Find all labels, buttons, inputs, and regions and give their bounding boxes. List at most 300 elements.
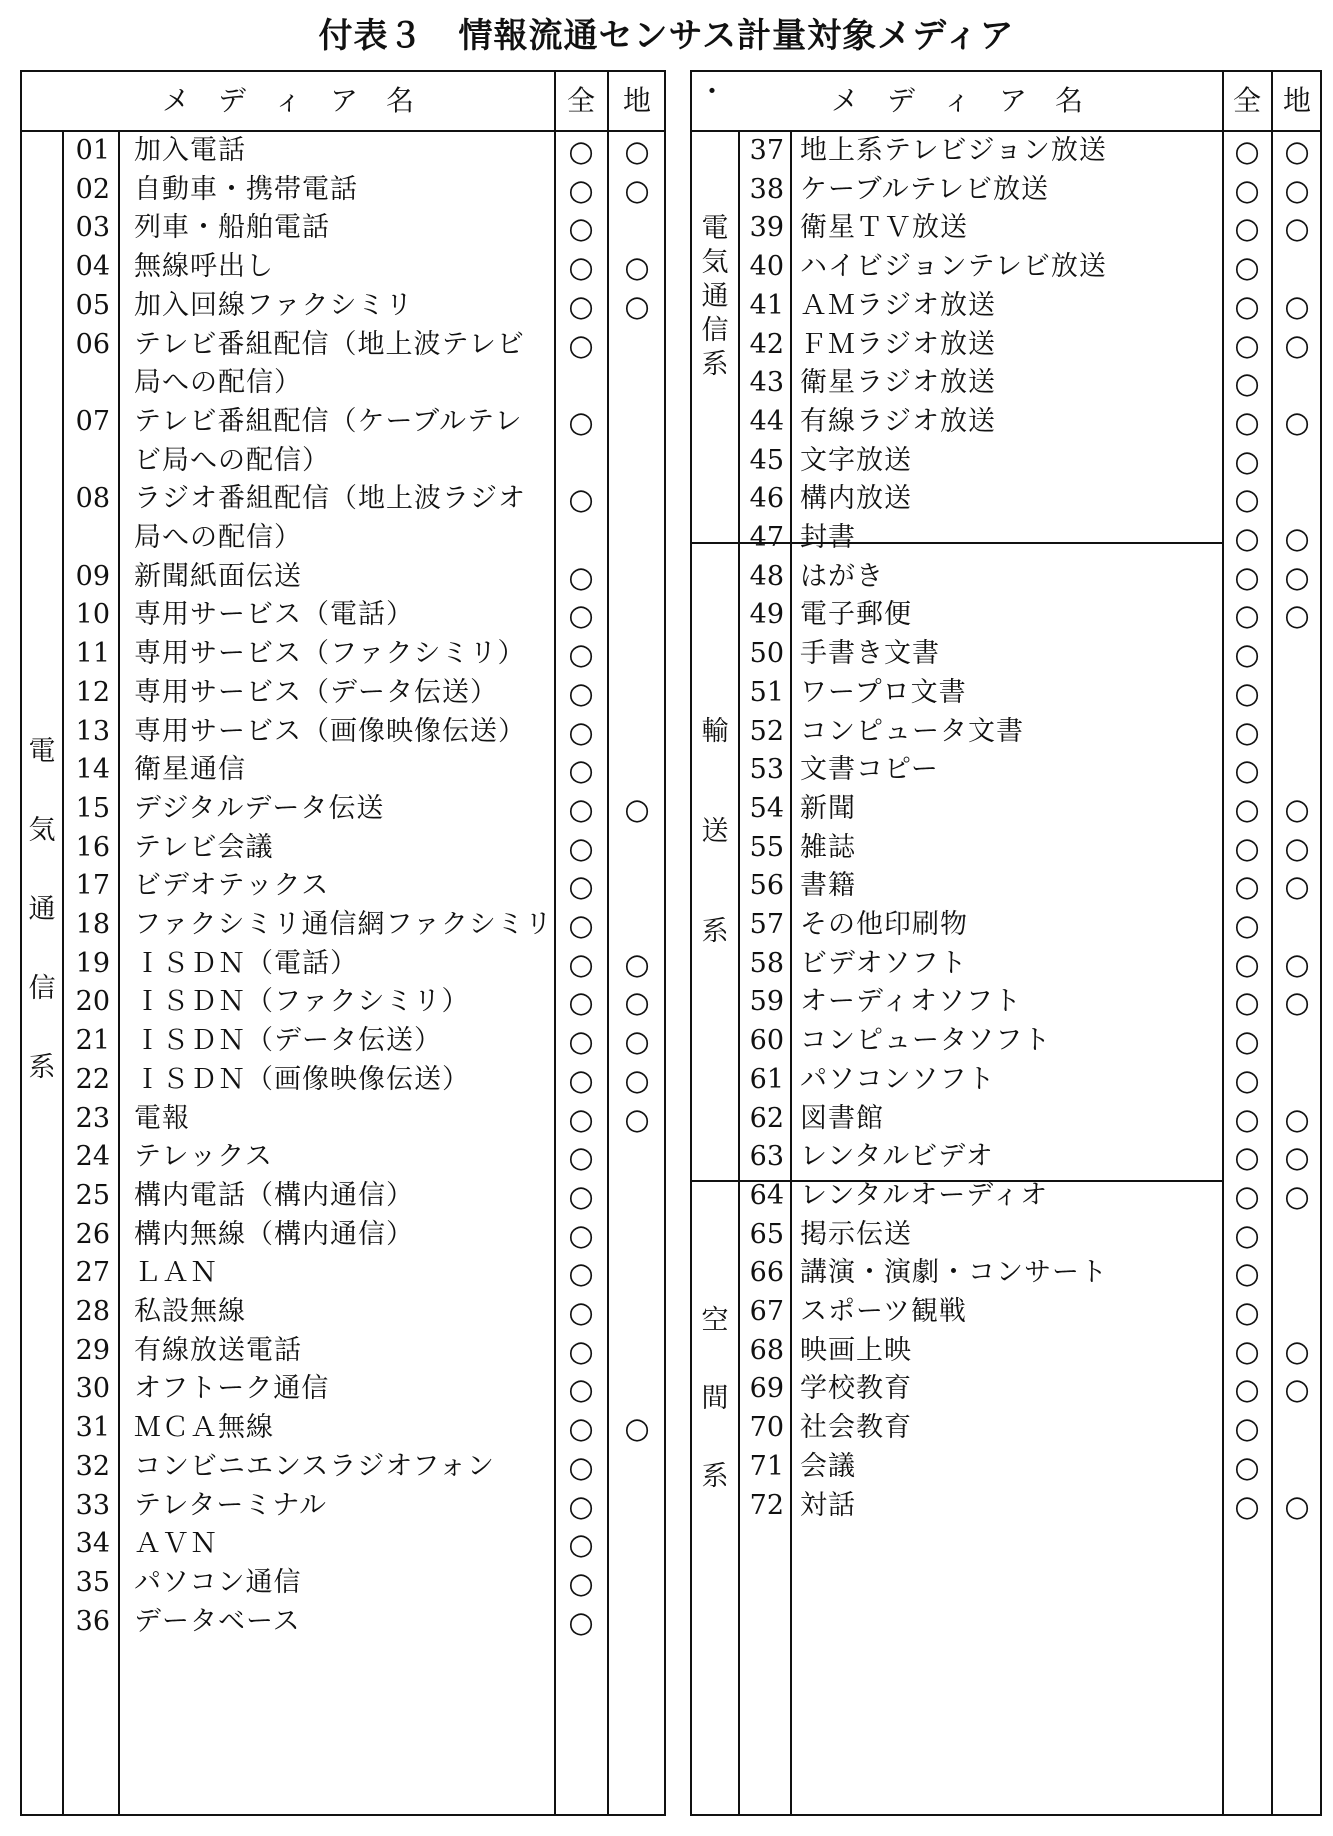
table-row: [692, 983, 1320, 1022]
nationwide-mark: ○: [1234, 1140, 1260, 1175]
table-row: [22, 326, 664, 403]
media-number: 46: [749, 483, 784, 515]
media-number: 01: [75, 135, 110, 166]
media-name: 構内電話（構内通信）: [134, 1179, 414, 1211]
regional-mark: ○: [624, 1411, 650, 1446]
category-char: 系: [701, 349, 729, 380]
regional-mark: ○: [624, 1062, 650, 1097]
media-number: 48: [749, 560, 784, 592]
table-row: [22, 713, 664, 752]
nationwide-mark: ○: [1234, 908, 1260, 942]
category-char: 系: [28, 1052, 56, 1083]
nationwide-mark: ○: [1234, 559, 1260, 594]
nationwide-mark: ○: [1234, 714, 1260, 749]
media-number: 37: [749, 135, 784, 166]
media-number: 67: [749, 1296, 784, 1327]
nationwide-mark: ○: [568, 1295, 594, 1329]
table-row: [692, 1487, 1320, 1526]
nationwide-mark: ○: [1234, 1333, 1260, 1368]
media-number: 23: [75, 1102, 110, 1134]
table-row: [692, 519, 1320, 558]
nationwide-mark: ○: [568, 288, 594, 323]
nationwide-mark: ○: [568, 1140, 594, 1175]
media-name: ビデオテックス: [134, 870, 330, 902]
media-name: 自動車・携帯電話: [134, 173, 358, 205]
media-name: 図書館: [800, 1102, 884, 1134]
media-number: 59: [749, 986, 784, 1018]
nationwide-mark: ○: [1234, 1295, 1260, 1329]
nationwide-mark: ○: [568, 637, 594, 672]
media-name: テレビ番組配信（地上波テレビ: [134, 328, 525, 360]
media-name: ＩＳＤＮ（データ伝送）: [134, 1025, 442, 1057]
table-row: [692, 945, 1320, 984]
media-number: 36: [75, 1605, 110, 1637]
media-name: 地上系テレビジョン放送: [800, 135, 1107, 166]
media-number: 35: [75, 1566, 110, 1598]
media-name: データベース: [134, 1605, 301, 1637]
nationwide-mark: ○: [1234, 482, 1260, 517]
table-row: [22, 790, 664, 829]
table-row: [22, 1564, 664, 1603]
media-number: 30: [75, 1373, 110, 1405]
media-name: 構内無線（構内通信）: [134, 1218, 414, 1250]
nationwide-mark: ○: [568, 946, 594, 981]
regional-mark: ○: [1284, 559, 1310, 594]
media-number: 54: [749, 792, 784, 824]
media-number: 13: [75, 715, 110, 747]
regional-mark: ○: [624, 1024, 650, 1059]
regional-mark: ○: [1284, 1140, 1310, 1175]
nationwide-mark: ○: [1234, 134, 1260, 168]
table-row: [692, 713, 1320, 752]
regional-mark: ○: [1284, 1178, 1310, 1213]
table-row: [22, 1603, 664, 1642]
media-name: テレックス: [134, 1141, 273, 1173]
nationwide-mark: ○: [1234, 211, 1260, 246]
media-name: ＡＭラジオ放送: [800, 289, 996, 321]
media-name: 列車・船舶電話: [134, 212, 330, 244]
nationwide-mark: ○: [568, 1062, 594, 1097]
media-name: テレビ会議: [134, 831, 274, 863]
media-number: 69: [749, 1373, 784, 1405]
category-char: 気: [701, 247, 729, 278]
nationwide-mark: ○: [1234, 985, 1260, 1020]
media-number: 29: [75, 1334, 110, 1366]
media-name: ケーブルテレビ放送: [800, 173, 1050, 205]
nationwide-mark: ○: [1234, 675, 1260, 710]
table-row: [692, 132, 1320, 171]
category-char: 通: [28, 894, 56, 925]
regional-mark: ○: [1284, 598, 1310, 633]
media-number: 15: [75, 792, 110, 824]
media-name-continued: 局への配信）: [134, 367, 302, 399]
table-row: [22, 171, 664, 210]
table-row: [22, 674, 664, 713]
media-number: 22: [75, 1063, 110, 1095]
regional-mark: ○: [624, 288, 650, 323]
nationwide-mark: ○: [568, 1527, 594, 1562]
nationwide-mark: ○: [1234, 946, 1260, 981]
table-row: [692, 1254, 1320, 1293]
nationwide-mark: ○: [568, 1565, 594, 1600]
media-number: 19: [75, 947, 110, 979]
media-name: 映画上映: [800, 1334, 912, 1366]
table-row: [22, 1487, 664, 1526]
media-name: 加入電話: [134, 135, 246, 166]
media-name: ファクシミリ通信網ファクシミリ: [134, 909, 553, 940]
table-row: [692, 1448, 1320, 1487]
regional-mark: ○: [624, 134, 650, 168]
nationwide-mark: ○: [568, 753, 594, 788]
table-row: [692, 829, 1320, 868]
media-number: 52: [749, 715, 784, 747]
category-char: 信: [28, 973, 56, 1004]
media-number: 21: [75, 1025, 110, 1057]
regional-mark: ○: [1284, 830, 1310, 865]
nationwide-mark: ○: [568, 598, 594, 633]
table-row: [692, 558, 1320, 597]
header-media-name: メ デ ィ ア 名: [830, 84, 1083, 117]
nationwide-mark: ○: [1234, 288, 1260, 323]
header-nationwide: 全: [1232, 84, 1261, 117]
media-number: 34: [75, 1528, 110, 1560]
nationwide-mark: ○: [568, 1604, 594, 1639]
header-media-name: メ デ ィ ア 名: [161, 84, 414, 117]
media-name: テレターミナル: [134, 1489, 328, 1521]
media-name: 衛星ＴＶ放送: [800, 212, 968, 244]
regional-mark: ○: [1284, 1488, 1310, 1523]
table-row: [22, 1177, 664, 1216]
regional-mark: ○: [1284, 1372, 1310, 1407]
media-number: 20: [75, 986, 110, 1018]
regional-mark: ○: [1284, 869, 1310, 904]
table-row: [692, 1332, 1320, 1371]
media-number: 05: [75, 289, 110, 321]
nationwide-mark: ○: [568, 250, 594, 285]
media-number: 65: [749, 1218, 784, 1250]
media-number: 62: [749, 1102, 784, 1134]
nationwide-mark: ○: [568, 985, 594, 1020]
category-char: 系: [701, 916, 729, 947]
page-title: 付表３ 情報流通センサス計量対象メディア: [318, 16, 1015, 56]
media-name: 封書: [800, 522, 856, 553]
table-row: [692, 1216, 1320, 1255]
table-row: [22, 829, 664, 868]
media-number: 07: [75, 405, 110, 437]
media-name: 対話: [800, 1489, 856, 1521]
media-number: 09: [75, 560, 110, 592]
media-number: 66: [749, 1257, 784, 1289]
table-row: [692, 674, 1320, 713]
media-number: 56: [749, 870, 784, 902]
media-number: 47: [749, 522, 784, 553]
table-row: [22, 1293, 664, 1332]
media-number: 24: [75, 1141, 110, 1173]
regional-mark: ○: [1284, 134, 1310, 168]
nationwide-mark: ○: [1234, 250, 1260, 285]
media-name: 手書き文書: [800, 638, 940, 670]
media-name: はがき: [800, 560, 884, 592]
media-number: 44: [749, 405, 784, 437]
media-name: 専用サービス（画像映像伝送）: [134, 715, 526, 747]
media-name: 書籍: [800, 870, 856, 902]
media-name: パソコンソフト: [800, 1063, 996, 1095]
media-name: レンタルオーディオ: [800, 1179, 1049, 1211]
media-name: 文字放送: [800, 444, 912, 476]
media-number: 71: [749, 1450, 784, 1482]
media-table-right: [690, 70, 1322, 1816]
category-char: 電: [28, 736, 56, 767]
media-name: 衛星通信: [134, 754, 246, 786]
nationwide-mark: ○: [1234, 791, 1260, 826]
table-row: [22, 209, 664, 248]
media-name: 会議: [800, 1450, 856, 1482]
media-name: 有線ラジオ放送: [800, 405, 996, 437]
table-row: [22, 945, 664, 984]
category-char: 輸: [701, 716, 729, 747]
header-tick-mark: ・: [697, 75, 726, 108]
media-number: 08: [75, 483, 110, 515]
category-char: 電: [701, 213, 729, 244]
nationwide-mark: ○: [1234, 1411, 1260, 1446]
media-name: レンタルビデオ: [800, 1141, 994, 1173]
table-row: [692, 1177, 1320, 1216]
nationwide-mark: ○: [1234, 521, 1260, 555]
category-char: 間: [701, 1383, 729, 1414]
media-name: パソコン通信: [134, 1566, 302, 1598]
media-number: 02: [75, 173, 110, 205]
media-table-left: [20, 70, 666, 1816]
media-name: 有線放送電話: [134, 1334, 302, 1366]
table-row: [22, 596, 664, 635]
media-name: 雑誌: [800, 831, 856, 863]
table-row: [22, 1216, 664, 1255]
media-name: ＡＶＮ: [134, 1528, 218, 1560]
nationwide-mark: ○: [1234, 1101, 1260, 1136]
media-number: 26: [75, 1218, 110, 1250]
regional-mark: ○: [1284, 521, 1310, 555]
regional-mark: ○: [1284, 985, 1310, 1020]
media-name-continued: 局への配信）: [134, 521, 302, 553]
nationwide-mark: ○: [568, 1449, 594, 1484]
nationwide-mark: ○: [568, 172, 594, 207]
media-number: 42: [749, 328, 784, 360]
media-name: ハイビジョンテレビ放送: [800, 251, 1107, 283]
table-row: [692, 906, 1320, 945]
table-row: [692, 287, 1320, 326]
media-name: 衛星ラジオ放送: [800, 367, 996, 399]
media-name: 文書コピー: [800, 754, 939, 786]
media-name: ラジオ番組配信（地上波ラジオ: [134, 483, 526, 515]
media-name: 掲示伝送: [800, 1218, 912, 1250]
media-number: 72: [749, 1489, 784, 1521]
category-char: 系: [701, 1461, 729, 1492]
media-name: 新聞紙面伝送: [134, 560, 302, 592]
media-number: 63: [749, 1141, 784, 1173]
media-number: 17: [75, 870, 110, 902]
table-row: [692, 1100, 1320, 1139]
nationwide-mark: ○: [1234, 753, 1260, 788]
media-name: ＩＳＤＮ（ファクシミリ）: [134, 986, 470, 1018]
media-number: 38: [749, 173, 784, 205]
media-number: 27: [75, 1257, 110, 1289]
table-row: [22, 1448, 664, 1487]
category-char: 信: [701, 315, 729, 346]
header-regional: 地: [1282, 84, 1311, 117]
nationwide-mark: ○: [568, 1411, 594, 1446]
category-char: 通: [701, 281, 729, 312]
table-row: [692, 442, 1320, 481]
media-number: 10: [75, 599, 110, 631]
regional-mark: ○: [1284, 211, 1310, 246]
media-number: 43: [749, 367, 784, 399]
table-row: [22, 1061, 664, 1100]
nationwide-mark: ○: [568, 714, 594, 749]
nationwide-mark: ○: [568, 327, 594, 362]
media-number: 60: [749, 1025, 784, 1057]
nationwide-mark: ○: [1234, 327, 1260, 362]
category-char: 空: [701, 1305, 729, 1336]
regional-mark: ○: [624, 791, 650, 826]
table-row: [22, 635, 664, 674]
nationwide-mark: ○: [568, 404, 594, 439]
media-name: オーディオソフト: [800, 986, 1022, 1018]
nationwide-mark: ○: [568, 1024, 594, 1059]
table-row: [22, 906, 664, 945]
nationwide-mark: ○: [568, 908, 594, 942]
table-row: [22, 403, 664, 480]
nationwide-mark: ○: [1234, 637, 1260, 672]
nationwide-mark: ○: [568, 134, 594, 168]
nationwide-mark: ○: [1234, 404, 1260, 439]
nationwide-mark: ○: [568, 675, 594, 710]
table-row: [22, 1254, 664, 1293]
regional-mark: ○: [1284, 172, 1310, 207]
media-name: 電報: [134, 1102, 190, 1134]
nationwide-mark: ○: [1234, 1449, 1260, 1484]
nationwide-mark: ○: [1234, 1256, 1260, 1291]
media-name: コンビニエンスラジオフォン: [134, 1450, 496, 1482]
media-name: スポーツ観戦: [800, 1296, 967, 1327]
table-row: [692, 248, 1320, 287]
nationwide-mark: ○: [568, 1333, 594, 1368]
table-row: [22, 287, 664, 326]
media-name: 学校教育: [800, 1373, 912, 1405]
media-number: 06: [75, 328, 110, 360]
table-row: [22, 1525, 664, 1564]
media-number: 57: [749, 909, 784, 940]
media-number: 45: [749, 444, 784, 476]
table-row: [692, 596, 1320, 635]
media-number: 70: [749, 1412, 784, 1444]
nationwide-mark: ○: [1234, 366, 1260, 401]
table-row: [692, 209, 1320, 248]
regional-mark: ○: [624, 946, 650, 981]
media-number: 31: [75, 1412, 110, 1444]
media-number: 64: [749, 1179, 784, 1211]
media-name: デジタルデータ伝送: [134, 792, 385, 824]
media-number: 51: [749, 676, 784, 708]
nationwide-mark: ○: [1234, 830, 1260, 865]
category-char: 気: [28, 815, 56, 846]
table-row: [692, 403, 1320, 442]
nationwide-mark: ○: [568, 211, 594, 246]
regional-mark: ○: [1284, 791, 1310, 826]
nationwide-mark: ○: [1234, 1024, 1260, 1059]
regional-mark: ○: [624, 985, 650, 1020]
regional-mark: ○: [624, 250, 650, 285]
nationwide-mark: ○: [1234, 869, 1260, 904]
nationwide-mark: ○: [1234, 1062, 1260, 1097]
nationwide-mark: ○: [568, 1372, 594, 1407]
table-row: [22, 558, 664, 597]
regional-mark: ○: [1284, 1333, 1310, 1368]
nationwide-mark: ○: [568, 482, 594, 517]
media-number: 12: [75, 676, 110, 708]
media-number: 18: [75, 909, 110, 940]
nationwide-mark: ○: [568, 1488, 594, 1523]
media-number: 39: [749, 212, 784, 244]
media-number: 53: [749, 754, 784, 786]
media-number: 68: [749, 1334, 784, 1366]
regional-mark: ○: [1284, 327, 1310, 362]
nationwide-mark: ○: [568, 791, 594, 826]
media-number: 04: [75, 251, 110, 283]
table-row: [692, 171, 1320, 210]
media-name: 加入回線ファクシミリ: [134, 289, 414, 321]
table-row: [692, 1293, 1320, 1332]
media-number: 50: [749, 638, 784, 670]
media-name: ＬＡＮ: [134, 1257, 218, 1289]
nationwide-mark: ○: [568, 1256, 594, 1291]
nationwide-mark: ○: [1234, 1178, 1260, 1213]
media-name: 新聞: [800, 792, 856, 824]
table-row: [692, 635, 1320, 674]
media-name-continued: ビ局への配信）: [134, 444, 330, 476]
table-row: [692, 1138, 1320, 1177]
media-name: ＦＭラジオ放送: [800, 328, 996, 360]
nationwide-mark: ○: [1234, 1488, 1260, 1523]
table-row: [22, 132, 664, 171]
nationwide-mark: ○: [1234, 443, 1260, 478]
media-name: 構内放送: [800, 483, 912, 515]
nationwide-mark: ○: [568, 1101, 594, 1136]
table-row: [692, 1409, 1320, 1448]
table-row: [22, 1409, 664, 1448]
category-char: 送: [701, 816, 729, 847]
table-row: [22, 1100, 664, 1139]
media-number: 11: [75, 638, 110, 670]
media-number: 33: [75, 1489, 110, 1521]
table-row: [692, 790, 1320, 829]
media-name: 電子郵便: [800, 599, 912, 631]
regional-mark: ○: [1284, 288, 1310, 323]
nationwide-mark: ○: [568, 1178, 594, 1213]
media-name: ＭＣＡ無線: [134, 1412, 274, 1444]
media-name: ＩＳＤＮ（電話）: [134, 947, 358, 979]
media-name: コンピュータ文書: [800, 715, 1024, 747]
table-row: [22, 480, 664, 557]
media-name: その他印刷物: [800, 909, 968, 940]
media-name: 社会教育: [800, 1412, 912, 1444]
table-row: [22, 751, 664, 790]
media-number: 14: [75, 754, 110, 786]
media-number: 25: [75, 1179, 110, 1211]
media-name: オフトーク通信: [134, 1373, 330, 1405]
table-row: [22, 867, 664, 906]
media-number: 16: [75, 831, 110, 863]
table-row: [692, 480, 1320, 519]
